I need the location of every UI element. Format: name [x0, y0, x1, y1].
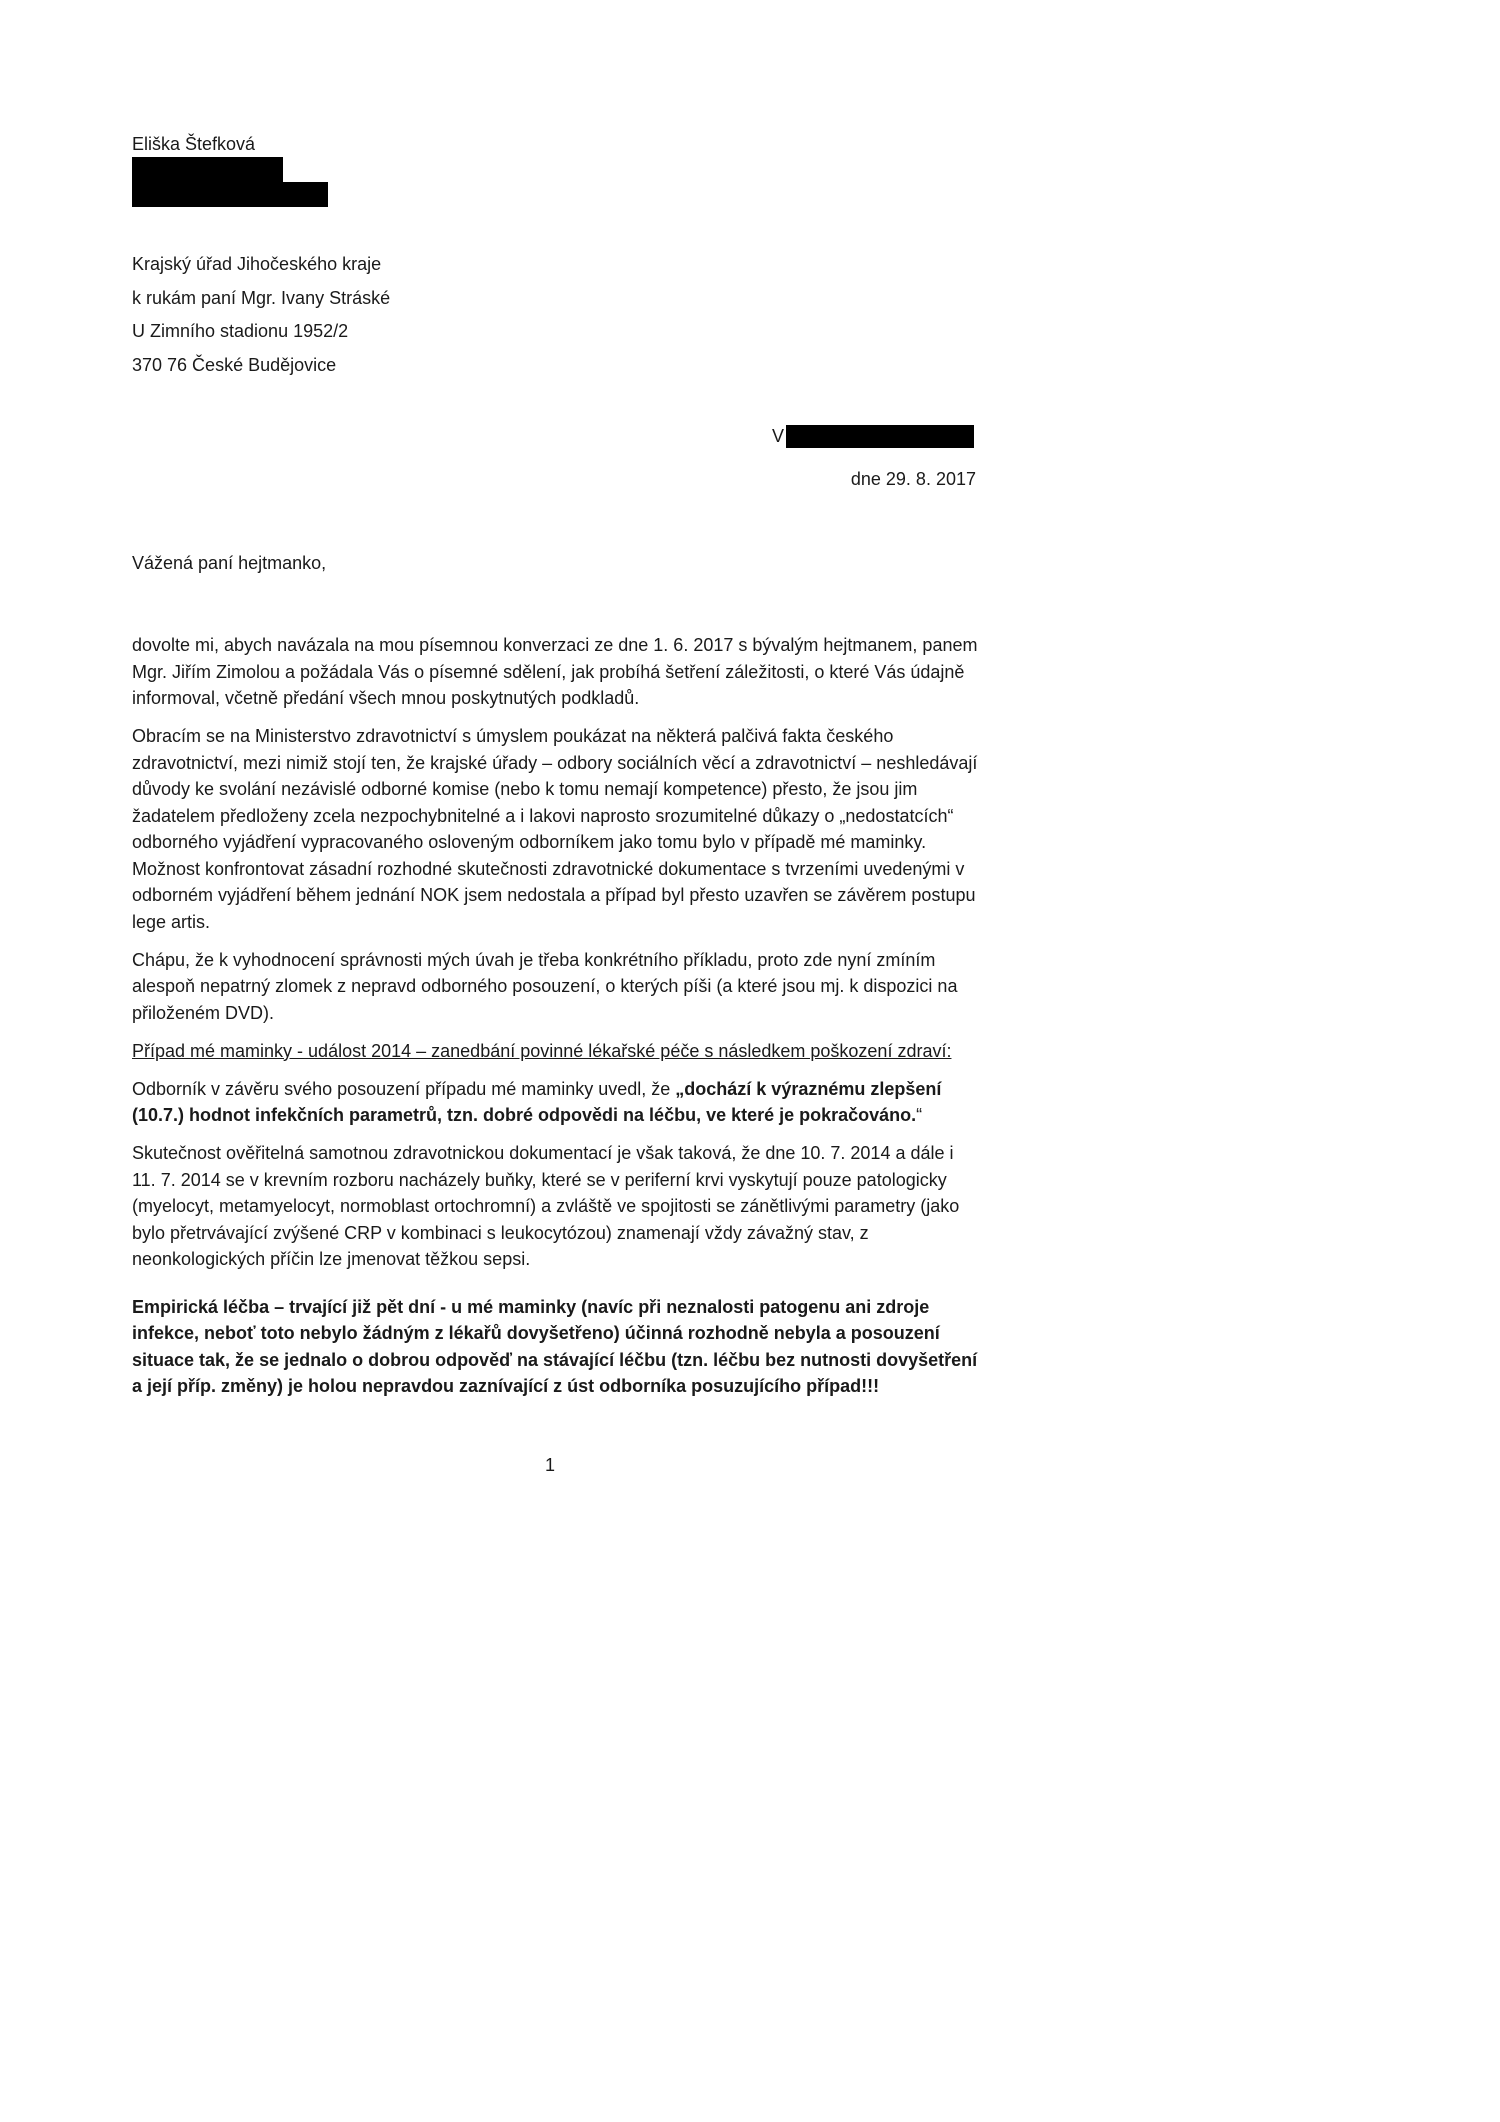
paragraph-example: Chápu, že k vyhodnocení správnosti mých úvah je třeba konkrétního příkladu, proto zde nyní zmíním alespoň nepatrný zlomek z nepravd odborného posouzení, o kterých píši (a které jsou mj. k dispozici na přiloženém DVD).: [132, 949, 958, 1023]
letter-date: dne 29. 8. 2017: [850, 469, 976, 489]
recipient-line-4: 370 76 České Budějovice: [132, 354, 337, 375]
recipient-address: [132, 248, 390, 382]
paragraph-expert-claim: [132, 1076, 978, 1129]
redacted-address-line-1: [132, 157, 283, 183]
expert-claim-intro: Odborník v závěru svého posouzení případu mé maminky uvedl, že: [132, 1078, 676, 1099]
place-prefix: V: [772, 426, 785, 446]
page-number: 1: [544, 1455, 555, 1475]
case-heading: Případ mé maminky - událost 2014 – zanedbání povinné lékařské péče s následkem poškození zdraví:: [132, 1040, 952, 1061]
expert-claim-quote: „dochází k výraznému zlepšení (10.7.) hodnot infekčních parametrů, tzn. dobré odpovědi na léčbu, ve které je pokračováno.: [132, 1078, 942, 1125]
redacted-address-line-2: [132, 182, 328, 207]
recipient-line-2: k rukám paní Mgr. Ivany Stráské: [132, 287, 391, 308]
place-line: [772, 423, 974, 450]
recipient-line-1: Krajský úřad Jihočeského kraje: [132, 254, 382, 274]
paragraph-intro: dovolte mi, abych navázala na mou písemnou konverzaci ze dne 1. 6. 2017 s bývalým hejtmanem, panem Mgr. Jiřím Zimolou a požádala Vás o písemné sdělení, jak probíhá šetření záležitosti, o které Vás údajně informoval, včetně předání všech mnou poskytnutých podkladů.: [132, 635, 978, 708]
expert-claim-end: “: [916, 1105, 923, 1125]
sender-name: Eliška Štefková: [132, 134, 256, 154]
paragraph-conclusion: Empirická léčba – trvající již pět dní - u mé maminky (navíc při neznalosti patogenu ani zdroje infekce, neboť toto nebylo žádným z lékařů dovyšetřeno) účinná rozhodně nebyla a posouzení situace tak, že se jednalo o dobrou odpověď na stávající léčbu (tzn. léčbu bez nutnosti dovyšetření a její příp. změny) je holou nepravdou zaznívající z úst odborníka posuzujícího případ!!!: [132, 1296, 978, 1396]
letter-body: [132, 632, 978, 1411]
salutation: Vážená paní hejtmanko,: [132, 553, 327, 573]
paragraph-ministry: Obracím se na Ministerstvo zdravotnictví s úmyslem poukázat na některá palčivá fakta českého zdravotnictví, mezi nimiž stojí ten, že krajské úřady – odbory sociálních věcí a zdravotnictví – neshledávají důvody ke svolání nezávislé odborné komise (nebo k tomu nemají kompetence) přesto, že jsou jim žadatelem předloženy zcela nezpochybnitelné a i lakovi naprosto srozumitelné důkazy o „nedostatcích“ odborného vyjádření vypracovaného osloveným odborníkem jako tomu bylo v případě mé maminky. Možnost konfrontovat zásadní rozhodné skutečnosti zdravotnické dokumentace s tvrzeními uvedenými v odborném vyjádření během jednání NOK jsem nedostala a případ byl přesto uzavřen se závěrem postupu lege artis.: [132, 726, 978, 932]
paragraph-reality: Skutečnost ověřitelná samotnou zdravotnickou dokumentací je však taková, že dne 10. 7. 2014 a dále i 11. 7. 2014 se v krevním rozboru nacházely buňky, které se v periferní krvi vyskytují pouze patologicky (myelocyt, metamyelocyt, normoblast ortochromní) a zvláště ve spojitosti se zánětlivými parametry (jako bylo přetrvávající zvýšené CRP v kombinaci s leukocytózou) znamenají vždy závažný stav, z neonkologických příčin lze jmenovat těžkou sepsi.: [132, 1143, 960, 1269]
redacted-place: [786, 425, 974, 448]
recipient-line-3: U Zimního stadionu 1952/2: [132, 321, 349, 341]
